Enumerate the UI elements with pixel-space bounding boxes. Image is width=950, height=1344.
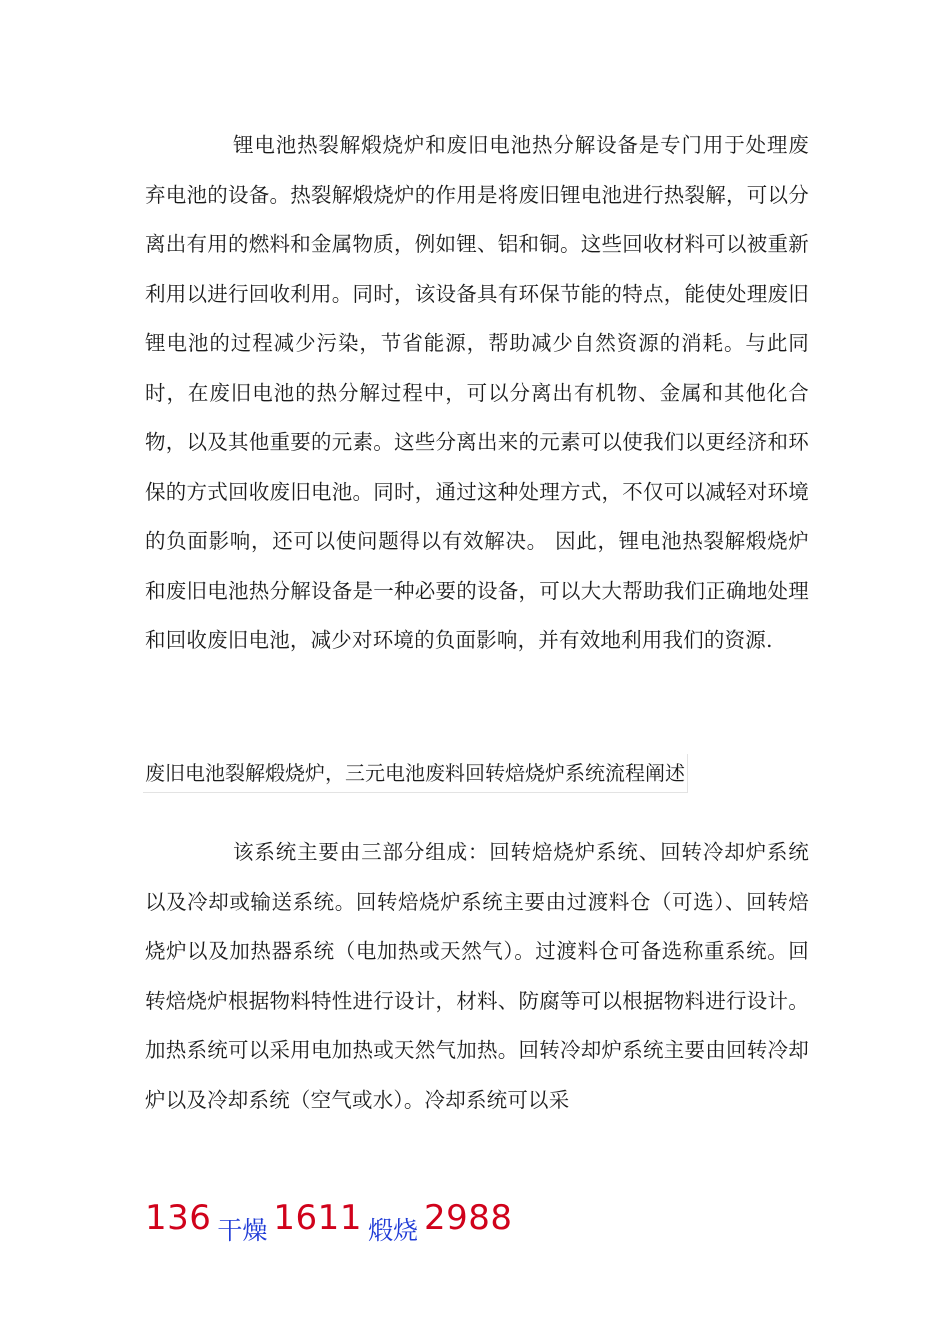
body-paragraph-system: 该系统主要由三部分组成：回转焙烧炉系统、回转冷却炉系统以及冷却或输送系统。回转焙烧炉系统主要由过渡料仓（可选）、回转焙烧炉以及加热器系统（电加热或天然气）。过渡料仓可备选称重系统。回转焙烧炉根据物料特性进行设计，材料、防腐等可以根据物料进行设计。加热系统可以采用电加热或天然气加热。回转冷却炉系统主要由回转冷却炉以及冷却系统（空气或水）。冷却系统可以采 <box>145 840 809 1112</box>
section-heading: 废旧电池裂解煅烧炉，三元电池废料回转焙烧炉系统流程阐述 <box>143 754 688 793</box>
contact-phone-watermark <box>145 1198 513 1258</box>
phone-part-2: 1611 <box>273 1198 362 1238</box>
phone-part-1: 136 <box>145 1198 212 1238</box>
phone-word-calcining: 煅烧 <box>367 1216 418 1245</box>
phone-word-drying: 干燥 <box>217 1216 268 1245</box>
body-paragraph-intro: 锂电池热裂解煅烧炉和废旧电池热分解设备是专门用于处理废弃电池的设备。热裂解煅烧炉的作用是将废旧锂电池进行热裂解，可以分离出有用的燃料和金属物质，例如锂、铝和铜。这些回收材料可以被重新利用以进行回收利用。同时，该设备具有环保节能的特点，能使处理废旧锂电池的过程减少污染，节省能源，帮助减少自然资源的消耗。与此同时，在废旧电池的热分解过程中，可以分离出有机物、金属和其他化合物，以及其他重要的元素。这些分离出来的元素可以使我们以更经济和环保的方式回收废旧电池。同时，通过这种处理方式，不仅可以减轻对环境的负面影响，还可以使问题得以有效解决。 因此，锂电池热裂解煅烧炉和废旧电池热分解设备是一种必要的设备，可以大大帮助我们正确地处理和回收废旧电池，减少对环境的负面影响，并有效地利用我们的资源. <box>145 133 809 652</box>
phone-part-3: 2988 <box>423 1198 513 1238</box>
